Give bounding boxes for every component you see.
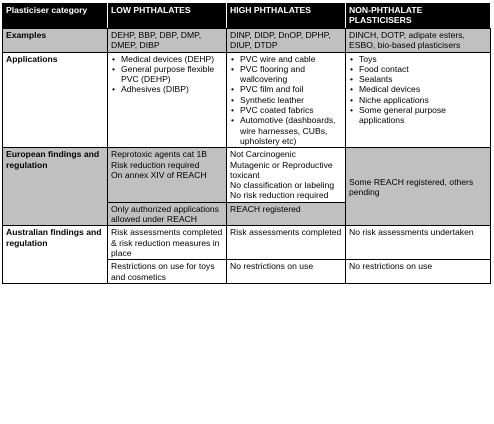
list-item: • Toys <box>359 54 487 64</box>
australian-label: Australian findings and regulation <box>3 226 108 283</box>
applications-non <box>346 52 491 148</box>
list-item: • Some general purpose applications <box>359 105 487 126</box>
australian-non-2: No restrictions on use <box>346 260 491 284</box>
european-low-2: Only authorized applications allowed under REACH <box>108 202 227 226</box>
australian-low: Risk assessments completed & risk reduction measures in place <box>108 226 227 260</box>
examples-low: DEHP, BBP, DBP, DMP, DMEP, DIBP <box>108 29 227 53</box>
european-high-line: No risk reduction required <box>230 190 329 201</box>
examples-non: DINCH, DOTP, adipate esters, ESBO, bio-based plasticisers <box>346 29 491 53</box>
list-item: • PVC wire and cable <box>240 54 342 64</box>
list-item: • Niche applications <box>359 95 487 105</box>
plasticiser-table <box>2 3 491 284</box>
row-applications <box>3 52 491 148</box>
list-item: • Adhesives (DIBP) <box>121 84 223 94</box>
european-low-line: Risk reduction required <box>111 159 200 170</box>
applications-label: Applications <box>3 52 108 148</box>
applications-low <box>108 52 227 148</box>
australian-high: Risk assessments completed <box>227 226 346 260</box>
row-european <box>3 148 491 202</box>
list-item: • Automotive (dashboards, wire harnesses, CUBs, upholstery etc) <box>240 115 342 146</box>
applications-high <box>227 52 346 148</box>
list-item: • Synthetic leather <box>240 95 342 105</box>
list-item: • General purpose flexible PVC (DEHP) <box>121 64 223 85</box>
header-low-phthalates: LOW PHTHALATES <box>108 4 227 29</box>
applications-high-list <box>230 54 342 147</box>
header-row <box>3 4 491 29</box>
list-item: • Sealants <box>359 74 487 84</box>
european-high-line: Not Carcinogenic <box>230 149 296 160</box>
examples-label: Examples <box>3 29 108 53</box>
list-item: • Medical devices (DEHP) <box>121 54 223 64</box>
applications-non-list <box>349 54 487 126</box>
european-low <box>108 148 227 202</box>
list-item: • Medical devices <box>359 84 487 94</box>
list-item: • PVC film and foil <box>240 84 342 94</box>
european-non: Some REACH registered, others pending <box>346 148 491 226</box>
european-high-line: No classification or labeling <box>230 180 335 191</box>
australian-high-2: No restrictions on use <box>227 260 346 284</box>
european-label: European findings and regulation <box>3 148 108 226</box>
list-item: • PVC flooring and wallcovering <box>240 64 342 85</box>
header-high-phthalates: HIGH PHTHALATES <box>227 4 346 29</box>
european-low-line: Reprotoxic agents cat 1B <box>111 149 208 160</box>
australian-non: No risk assessments undertaken <box>346 226 491 260</box>
european-high-2: REACH registered <box>227 202 346 226</box>
european-low-line: On annex XIV of REACH <box>111 169 207 180</box>
list-item: • Food contact <box>359 64 487 74</box>
header-category: Plasticiser category <box>3 4 108 29</box>
european-high <box>227 148 346 202</box>
applications-low-list <box>111 54 223 95</box>
header-non-phthalate: NON-PHTHALATE PLASTICISERS <box>346 4 491 29</box>
examples-high: DINP, DIDP, DnOP, DPHP, DIUP, DTDP <box>227 29 346 53</box>
european-high-line: Mutagenic or Reproductive toxicant <box>230 159 333 180</box>
row-australian <box>3 226 491 260</box>
australian-low-2: Restrictions on use for toys and cosmetics <box>108 260 227 284</box>
row-examples <box>3 29 491 53</box>
list-item: • PVC coated fabrics <box>240 105 342 115</box>
